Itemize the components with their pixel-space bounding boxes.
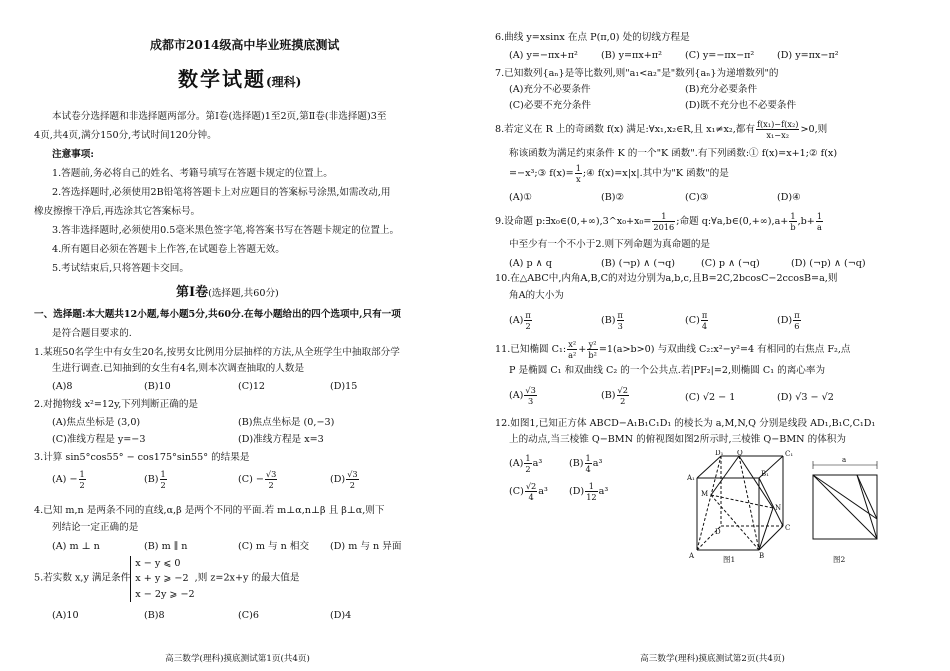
- section-1-line-b: 是符合题目要求的.: [52, 328, 132, 339]
- q11-option-a: (A) $\frac{√3}{3}$: [509, 385, 536, 407]
- intro-line-1: 本试卷分选择题和非选择题两部分。第Ⅰ卷(选择题)1至2页,第Ⅱ卷(非选择题)3至: [52, 111, 387, 122]
- q3-option-c: (C) − $\frac{√3}{2}$: [238, 469, 277, 491]
- q4-option-d: (D) m 与 n 异面: [330, 541, 402, 552]
- fraction: $\frac{\text{x²}}{\text{a²}}$: [568, 339, 577, 361]
- notice-3: 3.答非选择题时,必须使用0.5毫米黑色签字笔,将答案书写在答题卡规定的位置上。: [52, 225, 400, 236]
- q8-option-b: (B)②: [601, 192, 625, 203]
- q2-option-c: (C)准线方程是 y=−3: [52, 434, 146, 445]
- notice-2b: 橡皮擦擦干净后,再选涂其它答案标号。: [34, 206, 201, 217]
- q1-line-b: 生进行调查.已知抽到的女生有4名,则本次调查抽取的人数是: [52, 363, 305, 374]
- fraction: $\frac{1}{2}$: [525, 453, 531, 475]
- vertex-label: B: [759, 552, 765, 560]
- q10-option-b: (B) $\frac{\pi}{3}$: [601, 310, 623, 332]
- q10-option-a: (A) $\frac{\pi}{2}$: [509, 310, 531, 332]
- q4-option-c: (C) m 与 n 相交: [238, 541, 310, 552]
- fraction: $\frac{\pi}{4}$: [701, 310, 708, 332]
- fraction: $\frac{1}{2016}$: [653, 211, 675, 233]
- q1-option-b: (B)10: [144, 381, 171, 392]
- q9-option-d: (D) (¬p) ∧ (¬q): [791, 258, 866, 269]
- q10-option-c: (C) $\frac{\pi}{4}$: [685, 310, 708, 332]
- constraint-system: x − y ⩽ 0 x + y ⩾ −2 x − 2y ⩾ −2: [130, 556, 194, 602]
- q4-line-a: 4.已知 m,n 是两条不同的直线,α,β 是两个不同的平面.若 m⊥α,n⊥β 且 β⊥α,则下: [34, 505, 385, 516]
- q1-option-a: (A)8: [52, 381, 73, 392]
- fraction: $\frac{√2}{4}$: [525, 481, 537, 503]
- q6-option-c: (C) y=−πx−π²: [685, 50, 755, 61]
- q3-stem: 3.计算 sin5°cos55° − cos175°sin55° 的结果是: [34, 452, 250, 463]
- q10-line-b: 角A的大小为: [509, 290, 564, 301]
- figure-2-label: 图2: [833, 555, 846, 564]
- vertex-label: D: [715, 528, 721, 536]
- vertex-label: A: [689, 552, 695, 560]
- figure-2-top-view: [805, 453, 885, 553]
- fraction: $\frac{\pi}{2}$: [525, 310, 531, 332]
- q12-option-a: (A) $\frac{1}{2}$ a³: [509, 453, 543, 475]
- q5-option-a: (A)10: [52, 610, 79, 621]
- q11-option-b: (B) $\frac{√2}{2}$: [601, 385, 628, 407]
- q7-stem: 7.已知数列{aₙ}是等比数列,则"a₁<a₂"是"数列{aₙ}为递增数列"的: [495, 68, 779, 79]
- fraction: $\frac{√3}{2}$: [265, 469, 277, 491]
- q1-option-c: (C)12: [238, 381, 266, 392]
- fraction: $\frac{√3}{3}$: [525, 385, 536, 407]
- q11-option-c: (C) √2 − 1: [685, 392, 736, 403]
- q3-option-b: (B) $\frac{1}{2}$: [144, 469, 166, 491]
- notice-title: 注意事项:: [52, 149, 94, 160]
- q8-line-b: 称该函数为满足约束条件 K 的一个"K 函数".有下列函数:① f(x)=x+1;② f(x): [509, 148, 838, 159]
- vertex-label: M: [701, 490, 709, 498]
- q11-option-d: (D) √3 − √2: [777, 392, 834, 403]
- q6-option-d: (D) y=πx−π²: [777, 50, 839, 61]
- fraction: $\frac{√3}{2}$: [347, 469, 358, 491]
- q9-option-b: (B) (¬p) ∧ (¬q): [601, 258, 676, 269]
- fraction: $\frac{√2}{2}$: [617, 385, 628, 407]
- q10-option-d: (D) $\frac{\pi}{6}$: [777, 310, 800, 332]
- fraction: $\frac{\text{y²}}{\text{b²}}$: [588, 339, 597, 361]
- figure-2-side-label: a: [842, 456, 847, 464]
- q7-option-d: (D)既不充分也不必要条件: [685, 100, 797, 111]
- q1-line-a: 1.某班50名学生中有女生20名,按男女比例用分层抽样的方法,从全班学生中抽取部分学: [34, 347, 400, 358]
- fraction: $\frac{1}{12}$: [586, 481, 597, 503]
- q9-option-a: (A) p ∧ q: [509, 258, 552, 269]
- q8-option-d: (D)④: [777, 192, 801, 203]
- figure-1-cube: [687, 450, 797, 570]
- q7-option-b: (B)充分必要条件: [685, 84, 758, 95]
- q1-option-d: (D)15: [330, 381, 358, 392]
- notice-5: 5.考试结束后,只将答题卡交回。: [52, 263, 189, 274]
- q5-option-c: (C)6: [238, 610, 259, 621]
- vertex-label: C: [785, 524, 791, 532]
- vertex-label: C₁: [785, 450, 794, 458]
- q9-line-a: 9.设命题 p:∃x₀∈(0,+∞),3^x₀+x₀= $\frac{1}{2016}$ ;命题 q:∀a,b∈(0,+∞),a+ $\frac{1}{b}$ ,b+ $\frac{1}{a}$: [495, 211, 823, 233]
- q6-option-a: (A) y=−πx+π²: [509, 50, 578, 61]
- q10-line-a: 10.在△ABC中,内角A,B,C的对边分别为a,b,c,且B=2C,2bcosC−2ccosB=a,则: [495, 273, 838, 284]
- q3-option-a: (A) − $\frac{1}{2}$: [52, 469, 85, 491]
- q7-option-c: (C)必要不充分条件: [509, 100, 591, 111]
- q8-line-c: =−x³;③ f(x)= $\frac{1}{x}$ ;④ f(x)=x|x|.其中为"K 函数"的是: [509, 163, 729, 185]
- q11-line-a: 11.已知椭圆 C₁: $\frac{\text{x²}}{\text{a²}}$ + $\frac{\text{y²}}{\text{b²}}$ =1(a>b>0) 与双曲线 C₂:x²−y²=4 有相同的右焦点 F₂,点: [495, 339, 851, 361]
- fraction: $\frac{1}{4}$: [585, 453, 591, 475]
- q4-option-b: (B) m ∥ n: [144, 541, 188, 552]
- page-footer: 高三数学(理科)摸底测试第1页(共4页): [165, 653, 310, 664]
- q12-option-c: (C) $\frac{√2}{4}$ a³: [509, 481, 548, 503]
- section-1-line-a: 一、选择题:本大题共12小题,每小题5分,共60分.在每小题给出的四个选项中,只有一项: [34, 309, 401, 320]
- q11-line-b: P 是椭圆 C₁ 和双曲线 C₂ 的一个公共点.若|PF₂|=2,则椭圆 C₁ 的离心率为: [509, 365, 826, 376]
- figure-1-label: 图1: [723, 555, 736, 564]
- fraction: $\frac{1}{b}$: [790, 211, 796, 233]
- q8-option-c: (C)③: [685, 192, 709, 203]
- fraction: $\frac{\text{f(x₁)−f(x₂)}}{\text{x₁−x₂}}$: [756, 119, 799, 141]
- exam-header: 成都市2014级高中毕业班摸底测试: [150, 38, 340, 52]
- q8-line-a: 8.若定义在 R 上的奇函数 f(x) 满足:∀x₁,x₂∈R,且 x₁≠x₂,都有 $\frac{\text{f(x₁)−f(x₂)}}{\text{x₁−x₂}}$ >0,则: [495, 119, 828, 141]
- volume-title: [176, 284, 279, 301]
- exam-title: [178, 66, 301, 92]
- q6-stem: 6.曲线 y=xsinx 在点 P(π,0) 处的切线方程是: [495, 32, 690, 43]
- q12-option-b: (B) $\frac{1}{4}$ a³: [569, 453, 603, 475]
- fraction: $\frac{\pi}{3}$: [617, 310, 623, 332]
- intro-line-2: 4页,共4页,满分150分,考试时间120分钟。: [34, 130, 217, 141]
- q9-line-b: 中至少有一个不小于2.则下列命题为真命题的是: [509, 239, 711, 250]
- q5-stem: 5.若实数 x,y 满足条件x − y ⩽ 0 x + y ⩾ −2 x − 2y ⩾ −2,则 z=2x+y 的最大值是: [34, 556, 299, 602]
- notice-2a: 2.答选择题时,必须使用2B铅笔将答题卡上对应题目的答案标号涂黑,如需改动,用: [52, 187, 391, 198]
- q12-line-b: 上的动点,当三棱锥 Q−BMN 的俯视图如图2所示时,三棱锥 Q−BMN 的体积为: [509, 434, 846, 445]
- page-footer: 高三数学(理科)摸底测试第2页(共4页): [640, 653, 785, 664]
- q2-option-a: (A)焦点坐标是 (3,0): [52, 417, 141, 428]
- q9-option-c: (C) p ∧ (¬q): [701, 258, 760, 269]
- vertex-label: B₁: [761, 470, 769, 478]
- notice-1: 1.答题前,务必将自己的姓名、考籍号填写在答题卡规定的位置上。: [52, 168, 333, 179]
- volume-title-main: 第Ⅰ卷: [176, 285, 209, 300]
- q4-option-a: (A) m ⊥ n: [52, 541, 100, 552]
- fraction: $\frac{\pi}{6}$: [794, 310, 800, 332]
- vertex-label: D₁: [715, 450, 724, 457]
- q5-option-d: (D)4: [330, 610, 352, 621]
- exam-page-2: [475, 0, 950, 671]
- q2-option-d: (D)准线方程是 x=3: [238, 434, 324, 445]
- q2-option-b: (B)焦点坐标是 (0,−3): [238, 417, 335, 428]
- vertex-label: N: [775, 504, 782, 512]
- q4-line-b: 列结论一定正确的是: [52, 522, 139, 533]
- fraction: $\frac{1}{2}$: [79, 469, 85, 491]
- q7-option-a: (A)充分不必要条件: [509, 84, 591, 95]
- vertex-label: A₁: [687, 474, 695, 482]
- fraction: $\frac{1}{x}$: [575, 163, 581, 185]
- fraction: $\frac{1}{2}$: [160, 469, 166, 491]
- q2-stem: 2.对抛物线 x²=12y,下列判断正确的是: [34, 399, 199, 410]
- q5-option-b: (B)8: [144, 610, 165, 621]
- q3-option-d: (D) $\frac{√3}{2}$: [330, 469, 358, 491]
- q6-option-b: (B) y=πx+π²: [601, 50, 662, 61]
- vertex-label: Q: [737, 450, 743, 457]
- volume-title-sub: (选择题,共60分): [208, 288, 279, 299]
- exam-title-sub: (理科): [266, 75, 302, 89]
- fraction: $\frac{1}{a}$: [816, 211, 823, 233]
- notice-4: 4.所有题目必须在答题卡上作答,在试题卷上答题无效。: [52, 244, 285, 255]
- q8-option-a: (A)①: [509, 192, 533, 203]
- q12-line-a: 12.如图1,已知正方体 ABCD−A₁B₁C₁D₁ 的棱长为 a,M,N,Q 分别是线段 AD₁,B₁C,C₁D₁: [495, 418, 876, 429]
- exam-title-main: 数学试题: [178, 67, 266, 91]
- q12-option-d: (D) $\frac{1}{12}$ a³: [569, 481, 609, 503]
